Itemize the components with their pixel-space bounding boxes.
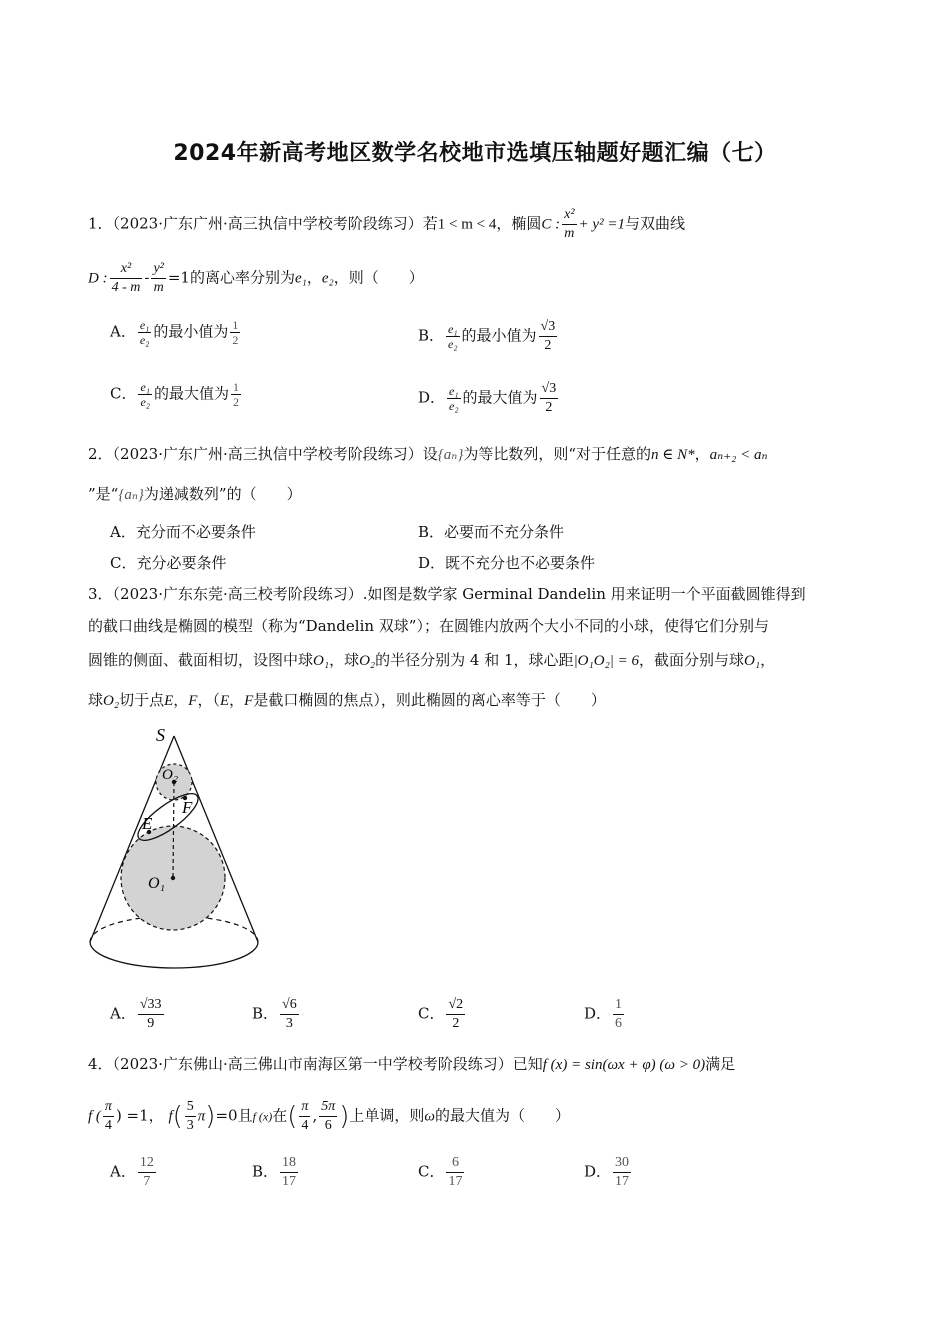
q1-number: 1． xyxy=(88,214,113,233)
option-value: $\frac{12}{7}$ xyxy=(139,1155,154,1189)
option-ratio: $\frac{\text{e₁}}{\text{e₂}}$ xyxy=(139,318,150,347)
option-text: 的最大值为 xyxy=(153,384,229,403)
q1-line2 xyxy=(88,260,424,297)
option-label: A． xyxy=(110,523,136,541)
option-text: 的最大值为 xyxy=(462,388,538,407)
q3-line2: 的截口曲线是椭圆的模型（称为“Dandelin 双球”）；在圆锥内放两个大小不同的小球，使得它们分别与 xyxy=(88,617,769,635)
q3-text1: （2023·广东东莞·高三校考阶段练习）.如图是数学家 Germinal Dandelin 用来证明一个平面截圆锥得到 xyxy=(112,585,806,603)
q1-eq: =1 xyxy=(167,268,190,287)
cone-base-front xyxy=(90,942,258,968)
option-label: B． xyxy=(418,523,445,541)
option-value: $\frac{√2}{2}$ xyxy=(448,997,464,1031)
q4-text3: 在 xyxy=(272,1106,288,1125)
option-text: 必要而不充分条件 xyxy=(444,523,565,541)
paren-open: ( xyxy=(287,1101,298,1132)
q2-nset: n ∈ N* xyxy=(651,447,695,463)
q4-line2 xyxy=(88,1098,570,1135)
q4-line1 xyxy=(88,1054,735,1075)
q4-option-b[interactable] xyxy=(252,1154,300,1191)
option-text: 既不充分也不必要条件 xyxy=(445,554,596,572)
q4-f1-close: ) =1， xyxy=(115,1106,164,1125)
option-label: C． xyxy=(418,1162,445,1181)
q3-option-c[interactable] xyxy=(418,996,467,1033)
q1-option-a[interactable] xyxy=(110,318,242,347)
option-value: $\frac{1}{6}$ xyxy=(615,997,623,1031)
option-label: B． xyxy=(252,1162,279,1181)
q3-number: 3． xyxy=(88,585,113,603)
option-label: D． xyxy=(584,1162,612,1181)
q2-option-d[interactable] xyxy=(418,553,595,573)
q2-text3: ”是“ xyxy=(88,485,119,503)
q3-o2b: O₂ xyxy=(103,693,120,709)
q2-number: 2． xyxy=(88,445,113,463)
q2-inequality: aₙ₊₂ < aₙ xyxy=(709,447,768,463)
q2-line1 xyxy=(88,444,768,465)
q4-function: f (x) = sin(ωx + φ) (ω > 0) xyxy=(542,1057,706,1073)
q1-sep: ， xyxy=(306,268,322,287)
q1-text2: 与双曲线 xyxy=(624,214,685,233)
q4-comma: , xyxy=(312,1106,318,1125)
option-label: A． xyxy=(110,1004,136,1023)
q4-f1-open: f ( xyxy=(88,1108,101,1125)
q1-hyper-frac2: $\frac{\text{y²}}{m}$ xyxy=(153,261,164,295)
q4-omega: ω xyxy=(424,1108,435,1125)
label-e: E xyxy=(142,814,153,833)
paren-close: ) xyxy=(205,1101,216,1132)
q3-text4f: 是截口椭圆的焦点），则此椭圆的离心率等于（ ） xyxy=(253,691,606,709)
option-label: C． xyxy=(110,384,137,403)
option-value: $\frac{√33}{9}$ xyxy=(139,997,162,1031)
option-text: 充分而不必要条件 xyxy=(135,523,256,541)
q4-option-d[interactable] xyxy=(584,1154,633,1191)
label-o1: O₁ xyxy=(148,875,166,892)
q2-text1: 为等比数列，则“对于任意的 xyxy=(463,445,652,463)
option-label: D． xyxy=(418,554,446,572)
q4-text2: 且 xyxy=(237,1106,253,1125)
q3-option-a[interactable] xyxy=(110,996,166,1033)
q4-number: 4． xyxy=(88,1055,113,1073)
q3-point-f: F xyxy=(188,693,198,709)
q2-option-b[interactable] xyxy=(418,522,564,542)
q3-text4a: 球 xyxy=(88,691,104,709)
q3-text4b: 切于点 xyxy=(119,691,165,709)
option-label: A． xyxy=(110,1162,136,1181)
option-value: $\frac{1}{2}$ xyxy=(232,318,239,347)
q1-e2: e₂ xyxy=(321,270,334,287)
q4-f2-eq: =0 xyxy=(215,1106,238,1125)
q4-text1: 满足 xyxy=(705,1055,736,1073)
option-value: $\frac{6}{17}$ xyxy=(448,1155,463,1189)
q4-pi-over-4: $\frac{\pi}{4}$ xyxy=(104,1099,112,1133)
label-o2: O₂ xyxy=(162,767,179,783)
q3-line3 xyxy=(88,650,775,671)
q4-text5: 的最大值为（ ） xyxy=(435,1106,571,1125)
q2-sequence2: {aₙ} xyxy=(118,487,144,503)
paren-close: ) xyxy=(339,1101,350,1132)
q3-text3b: ，球 xyxy=(329,651,360,669)
option-label: B． xyxy=(418,326,445,345)
option-value: $\frac{√3}{2}$ xyxy=(540,319,556,353)
q1-condition: 1 < m < 4 xyxy=(437,216,497,233)
q3-text3c: 的半径分别为 4 和 1，球心距 xyxy=(375,651,574,669)
q2-line2 xyxy=(88,484,302,505)
center-o1 xyxy=(171,876,175,880)
q1-line1 xyxy=(88,206,685,243)
q3-line1 xyxy=(88,584,806,604)
q3-option-d[interactable] xyxy=(584,996,626,1033)
q1-text4: ，则（ ） xyxy=(333,268,424,287)
q3-point-e: E xyxy=(164,693,174,709)
q1-text1: ，椭圆 xyxy=(496,214,542,233)
q3-point-e2: E xyxy=(219,693,230,709)
q3-text3a: 圆锥的侧面、截面相切，设图中球 xyxy=(88,651,314,669)
q3-o2: O₂ xyxy=(359,653,376,669)
q1-hyper-frac1: $\frac{\text{x²}}{4 - m}$ xyxy=(111,261,141,295)
q3-text3e: ， xyxy=(760,651,776,669)
option-ratio: $\frac{\text{e₁}}{\text{e₂}}$ xyxy=(448,322,458,351)
q1-option-d[interactable] xyxy=(418,380,560,417)
q1-hyperbola-d: D : xyxy=(88,270,108,287)
q3-text4e: ， xyxy=(229,691,245,709)
option-label: D． xyxy=(418,388,446,407)
option-label: C． xyxy=(418,1004,445,1023)
option-value: $\frac{√3}{2}$ xyxy=(541,381,557,415)
q3-o1b: O₁ xyxy=(744,653,761,669)
q3-text3d: ，截面分别与球 xyxy=(639,651,745,669)
option-ratio: $\frac{\text{e₁}}{\text{e₂}}$ xyxy=(449,384,459,413)
option-text: 的最小值为 xyxy=(153,322,229,341)
q1-ellipse-c: C : xyxy=(541,216,561,233)
q1-e1: e₁ xyxy=(295,270,307,287)
q4-five-thirds: $\frac{5}{3}$ xyxy=(186,1099,194,1133)
dandelin-figure xyxy=(80,720,280,990)
q4-f2: f xyxy=(168,1108,173,1125)
q3-option-b[interactable] xyxy=(252,996,301,1033)
page-title: 2024年新高考地区数学名校地市选填压轴题好题汇编（七） xyxy=(173,141,777,166)
option-value: $\frac{18}{17}$ xyxy=(282,1155,297,1189)
q1-source: （2023·广东广州·高三执信中学校考阶段练习）若 xyxy=(112,214,438,233)
paren-open: ( xyxy=(172,1101,183,1132)
q3-text4d: ，（ xyxy=(197,691,220,709)
q1-minus: - xyxy=(144,268,150,287)
option-label: C． xyxy=(110,554,137,572)
option-value: $\frac{√6}{3}$ xyxy=(282,997,297,1031)
option-value: $\frac{1}{2}$ xyxy=(233,380,239,409)
q4-source: （2023·广东佛山·高三佛山市南海区第一中学校考阶段练习）已知 xyxy=(112,1055,543,1073)
option-label: A． xyxy=(110,322,136,341)
option-text: 充分必要条件 xyxy=(136,554,227,572)
q3-line4 xyxy=(88,690,606,711)
q2-source: （2023·广东广州·高三执信中学校考阶段练习）设 xyxy=(112,445,438,463)
q4-interval-right: $\frac{5\pi}{6}$ xyxy=(321,1099,336,1133)
q1-plus-y2: + y² =1 xyxy=(578,216,625,233)
q2-option-c[interactable] xyxy=(110,553,227,573)
q1-text3: 的离心率分别为 xyxy=(189,268,295,287)
q4-pi2: π xyxy=(197,1108,206,1125)
q4-fx: f (x) xyxy=(252,1109,273,1124)
q3-text4c: ， xyxy=(173,691,189,709)
option-value: $\frac{30}{17}$ xyxy=(615,1155,630,1189)
label-s: S xyxy=(156,725,165,745)
q2-option-a[interactable] xyxy=(110,522,256,542)
option-label: B． xyxy=(252,1004,279,1023)
q1-option-b[interactable] xyxy=(418,318,559,355)
q1-option-c[interactable] xyxy=(110,380,243,409)
q4-text4: 上单调，则 xyxy=(349,1106,425,1125)
q1-ellipse-frac: $\frac{\text{x²}}{m}$ xyxy=(564,207,575,241)
q3-distance: |O₁O₂| = 6 xyxy=(573,653,640,669)
q2-text2: ， xyxy=(694,445,710,463)
q4-option-a[interactable] xyxy=(110,1154,158,1191)
q2-sequence: {aₙ} xyxy=(437,447,464,463)
q2-text4: 为递减数列”的（ ） xyxy=(143,485,302,503)
q3-o1: O₁ xyxy=(313,653,330,669)
q4-option-c[interactable] xyxy=(418,1154,466,1191)
option-ratio: $\frac{\text{e₁}}{\text{e₂}}$ xyxy=(140,380,150,409)
label-f: F xyxy=(182,798,193,817)
q3-point-f2: F xyxy=(244,693,254,709)
option-label: D． xyxy=(584,1004,612,1023)
option-text: 的最小值为 xyxy=(461,326,537,345)
q4-interval-left: $\frac{\pi}{4}$ xyxy=(301,1099,309,1133)
